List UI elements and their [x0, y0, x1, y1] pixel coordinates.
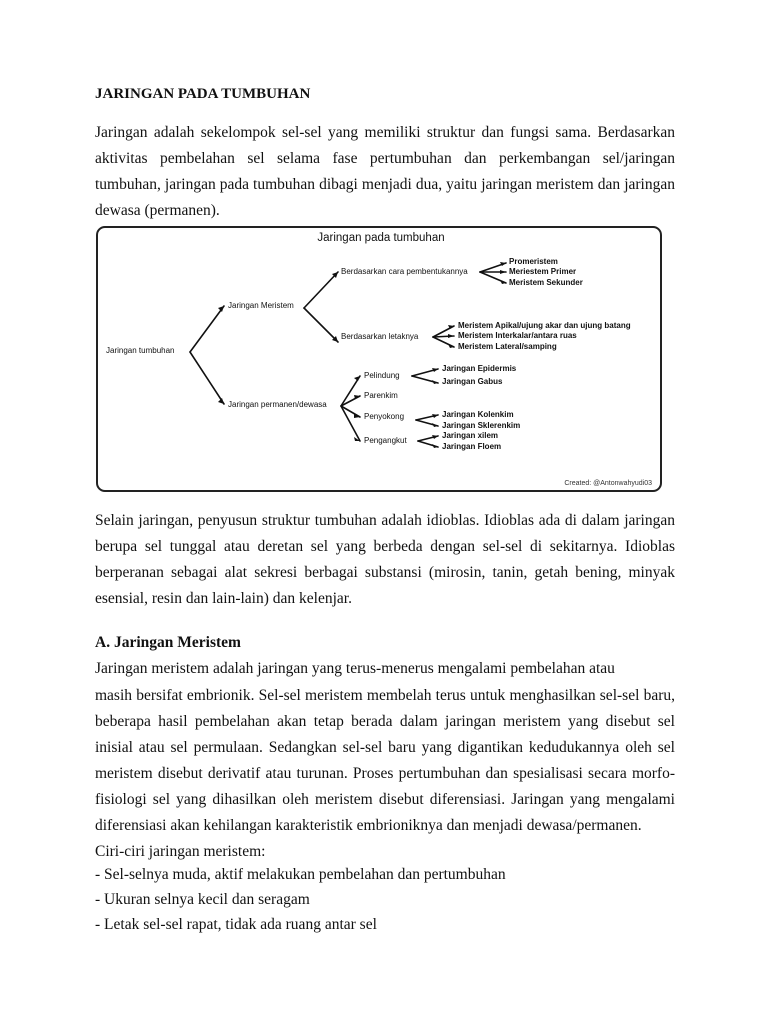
node-promeristem: Promeristem	[509, 257, 558, 266]
node-root: Jaringan tumbuhan	[106, 346, 175, 355]
node-gabus: Jaringan Gabus	[442, 377, 503, 386]
node-sklerenkim: Jaringan Sklerenkim	[442, 421, 521, 430]
section-a-paragraph: masih bersifat embrionik. Sel-sel meristem membelah terus untuk menghasilkan sel-sel baru, beberapa hasil pembelahan akan tetap berada dalam jaringan meristem yang disebut sel inisial atau sel permulaan. Sedangkan sel-sel baru yang digantikan kedudukannya oleh sel meristem disebut derivatif atau turunan. Proses pertumbuhan dan spesialisasi secara morfo-fisiologi sel yang dihasilkan oleh meristem disebut diferensiasi. Jaringan yang mengalami diferensiasi akan kehilangan karakteristik embrioniknya dan menjadi dewasa/permanen.	[95, 687, 675, 834]
ciri-title: Ciri-ciri jaringan meristem:	[95, 843, 266, 860]
node-meristem-apikal: Meristem Apikal/ujung akar dan ujung batang	[458, 321, 631, 330]
ciri-item: - Ukuran selnya kecil dan seragam	[95, 891, 310, 908]
branch-root-permanen	[190, 352, 224, 404]
node-epidermis: Jaringan Epidermis	[442, 364, 517, 373]
page-title: JARINGAN PADA TUMBUHAN	[95, 86, 311, 102]
idioblas-paragraph: Selain jaringan, penyusun struktur tumbuhan adalah idioblas. Idioblas ada di dalam jaringan berupa sel tunggal atau deretan sel yang berbeda dengan sel-sel di sekitarnya. Idioblas berperanan sebagai alat sekresi berbagai substansi (mirosin, tanin, getah bening, minyak esensial, resin dan lain-lain) dan kelenjar.	[95, 512, 675, 607]
section-a-first-line: Jaringan meristem adalah jaringan yang terus-menerus mengalami pembelahan atau	[95, 660, 615, 677]
branch-meristem-cara	[304, 272, 338, 308]
node-meristem-interkalar: Meristem Interkalar/antara ruas	[458, 331, 577, 340]
node-meristem-lateral: Meristem Lateral/samping	[458, 342, 557, 351]
ciri-item: - Letak sel-sel rapat, tidak ada ruang antar sel	[95, 916, 377, 933]
diagram-title: Jaringan pada tumbuhan	[317, 232, 445, 244]
tissue-diagram	[96, 226, 662, 492]
node-floem: Jaringan Floem	[442, 442, 502, 451]
ciri-item: - Sel-selnya muda, aktif melakukan pembelahan dan pertumbuhan	[95, 866, 506, 883]
node-pelindung: Pelindung	[364, 371, 400, 380]
node-meristem-sekunder: Meristem Sekunder	[509, 278, 583, 287]
node-letak: Berdasarkan letaknya	[341, 332, 419, 341]
node-xilem: Jaringan xilem	[442, 431, 499, 440]
node-penyokong: Penyokong	[364, 412, 405, 421]
diagram-credit: Created: @Antonwahyudi03	[564, 480, 652, 487]
branch-root-meristem	[190, 306, 224, 352]
branch-meristem-letak	[304, 308, 338, 342]
intro-paragraph: Jaringan adalah sekelompok sel-sel yang memiliki struktur dan fungsi sama. Berdasarkan aktivitas pembelahan sel selama fase pertumbuhan dan perkembangan sel/jaringan tumbuhan, jaringan pada tumbuhan dibagi menjadi dua, yaitu jaringan meristem dan jaringan dewasa (permanen).	[95, 124, 675, 219]
section-a-title: A. Jaringan Meristem	[95, 634, 241, 651]
node-meristem-primer: Meriestem Primer	[509, 267, 577, 276]
node-pengangkut: Pengangkut	[364, 436, 407, 445]
node-permanen: Jaringan permanen/dewasa	[228, 400, 327, 409]
node-cara: Berdasarkan cara pembentukannya	[341, 267, 468, 276]
node-meristem: Jaringan Meristem	[228, 301, 294, 310]
node-parenkim: Parenkim	[364, 391, 398, 400]
node-kolenkim: Jaringan Kolenkim	[442, 410, 514, 419]
